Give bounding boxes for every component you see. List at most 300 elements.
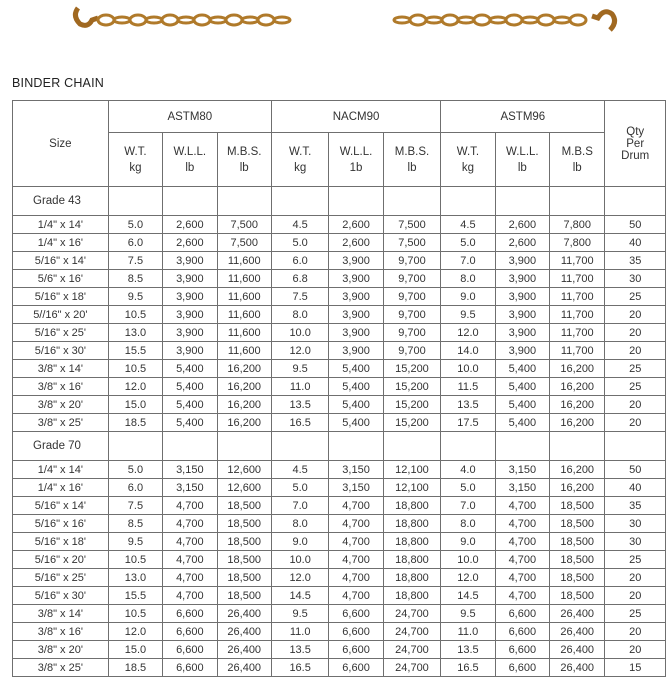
cell-astm96-wll: 5,400 — [495, 378, 549, 396]
cell-astm96-mbs: 26,400 — [550, 623, 605, 641]
subheader-wt: W.T. kg — [108, 133, 162, 187]
cell-nacm90-wll: 3,900 — [329, 342, 383, 360]
cell-size: 5/16" x 18' — [13, 533, 109, 551]
cell-astm96-wll: 3,900 — [495, 252, 549, 270]
empty-cell — [329, 432, 383, 461]
cell-nacm90-wt: 8.0 — [271, 515, 328, 533]
cell-astm96-mbs: 11,700 — [550, 324, 605, 342]
cell-astm80-wll: 3,900 — [163, 252, 217, 270]
empty-cell — [271, 432, 328, 461]
cell-qty: 50 — [605, 461, 666, 479]
cell-astm96-wll: 3,150 — [495, 479, 549, 497]
table-row — [13, 623, 666, 641]
empty-cell — [163, 187, 217, 216]
cell-nacm90-wll: 3,150 — [329, 461, 383, 479]
cell-astm96-wt: 9.0 — [441, 288, 495, 306]
cell-astm80-mbs: 7,500 — [217, 234, 271, 252]
table-row — [13, 461, 666, 479]
cell-astm80-mbs: 18,500 — [217, 497, 271, 515]
cell-nacm90-wll: 4,700 — [329, 551, 383, 569]
cell-astm96-wt: 17.5 — [441, 414, 495, 432]
cell-astm80-wll: 3,150 — [163, 479, 217, 497]
table-row — [13, 342, 666, 360]
table-row — [13, 306, 666, 324]
table-row — [13, 641, 666, 659]
cell-astm80-mbs: 16,200 — [217, 360, 271, 378]
cell-astm96-wll: 4,700 — [495, 569, 549, 587]
cell-astm80-wt: 18.5 — [108, 414, 162, 432]
subheader-mbs: M.B.S lb — [550, 133, 605, 187]
cell-qty: 20 — [605, 623, 666, 641]
cell-size: 3/8" x 14' — [13, 360, 109, 378]
cell-nacm90-wt: 8.0 — [271, 306, 328, 324]
cell-size: 1/4" x 16' — [13, 479, 109, 497]
cell-nacm90-wt: 13.5 — [271, 641, 328, 659]
cell-astm80-mbs: 16,200 — [217, 396, 271, 414]
cell-qty: 40 — [605, 479, 666, 497]
cell-size: 3/8" x 20' — [13, 641, 109, 659]
cell-nacm90-wll: 3,900 — [329, 270, 383, 288]
group-header-nacm90: NACM90 — [271, 101, 440, 133]
cell-astm96-wll: 3,900 — [495, 270, 549, 288]
empty-cell — [550, 187, 605, 216]
cell-nacm90-wll: 6,600 — [329, 605, 383, 623]
cell-astm80-mbs: 26,400 — [217, 605, 271, 623]
cell-astm96-wt: 13.5 — [441, 641, 495, 659]
cell-astm80-wll: 4,700 — [163, 551, 217, 569]
cell-astm96-wll: 2,600 — [495, 234, 549, 252]
cell-astm80-wt: 6.0 — [108, 479, 162, 497]
cell-nacm90-mbs: 12,100 — [383, 461, 440, 479]
cell-astm96-mbs: 26,400 — [550, 605, 605, 623]
cell-size: 5/16" x 14' — [13, 497, 109, 515]
cell-nacm90-wt: 6.8 — [271, 270, 328, 288]
cell-qty: 25 — [605, 288, 666, 306]
cell-qty: 50 — [605, 216, 666, 234]
cell-astm96-wll: 6,600 — [495, 641, 549, 659]
cell-astm96-mbs: 7,800 — [550, 234, 605, 252]
empty-cell — [271, 187, 328, 216]
cell-astm80-wll: 2,600 — [163, 216, 217, 234]
cell-astm80-mbs: 12,600 — [217, 461, 271, 479]
cell-qty: 20 — [605, 324, 666, 342]
cell-astm96-wt: 4.5 — [441, 216, 495, 234]
table-row — [13, 479, 666, 497]
cell-qty: 35 — [605, 497, 666, 515]
cell-astm96-wll: 3,900 — [495, 306, 549, 324]
cell-qty: 30 — [605, 515, 666, 533]
cell-nacm90-wll: 2,600 — [329, 216, 383, 234]
table-row — [13, 360, 666, 378]
cell-astm96-wll: 5,400 — [495, 396, 549, 414]
cell-astm80-mbs: 26,400 — [217, 641, 271, 659]
cell-astm80-wll: 3,900 — [163, 342, 217, 360]
cell-qty: 30 — [605, 533, 666, 551]
cell-nacm90-wll: 3,900 — [329, 288, 383, 306]
cell-astm80-wt: 12.0 — [108, 378, 162, 396]
cell-astm80-mbs: 16,200 — [217, 378, 271, 396]
cell-qty: 20 — [605, 342, 666, 360]
cell-qty: 35 — [605, 252, 666, 270]
cell-astm80-wll: 3,900 — [163, 288, 217, 306]
cell-astm96-wll: 4,700 — [495, 533, 549, 551]
page-title: BINDER CHAIN — [12, 76, 104, 90]
cell-nacm90-wt: 4.5 — [271, 216, 328, 234]
cell-astm80-mbs: 12,600 — [217, 479, 271, 497]
cell-nacm90-wll: 4,700 — [329, 533, 383, 551]
cell-astm80-wt: 10.5 — [108, 551, 162, 569]
cell-nacm90-wt: 6.0 — [271, 252, 328, 270]
cell-astm96-wll: 3,900 — [495, 342, 549, 360]
cell-astm80-wll: 3,900 — [163, 270, 217, 288]
cell-size: 5/16" x 14' — [13, 252, 109, 270]
cell-astm80-wll: 4,700 — [163, 533, 217, 551]
cell-astm96-wll: 6,600 — [495, 605, 549, 623]
empty-cell — [605, 432, 666, 461]
cell-astm96-wt: 9.5 — [441, 306, 495, 324]
table-row — [13, 515, 666, 533]
cell-astm96-mbs: 7,800 — [550, 216, 605, 234]
group-header-astm96: ASTM96 — [441, 101, 605, 133]
table-row — [13, 605, 666, 623]
cell-astm96-wt: 8.0 — [441, 515, 495, 533]
empty-cell — [441, 187, 495, 216]
cell-astm80-mbs: 16,200 — [217, 414, 271, 432]
chain-with-hook-image-left — [72, 2, 302, 34]
cell-nacm90-mbs: 18,800 — [383, 515, 440, 533]
cell-astm96-mbs: 11,700 — [550, 342, 605, 360]
cell-astm80-mbs: 11,600 — [217, 270, 271, 288]
cell-astm96-wt: 14.0 — [441, 342, 495, 360]
cell-astm80-mbs: 11,600 — [217, 342, 271, 360]
cell-astm96-mbs: 11,700 — [550, 252, 605, 270]
cell-astm96-wt: 16.5 — [441, 659, 495, 677]
cell-astm80-wt: 9.5 — [108, 533, 162, 551]
table-row — [13, 497, 666, 515]
cell-astm80-wt: 7.5 — [108, 252, 162, 270]
cell-astm96-mbs: 16,200 — [550, 378, 605, 396]
cell-nacm90-mbs: 15,200 — [383, 360, 440, 378]
cell-astm96-mbs: 11,700 — [550, 306, 605, 324]
cell-nacm90-mbs: 15,200 — [383, 414, 440, 432]
cell-nacm90-wll: 3,900 — [329, 306, 383, 324]
table-row — [13, 659, 666, 677]
cell-qty: 25 — [605, 551, 666, 569]
cell-astm96-wt: 14.5 — [441, 587, 495, 605]
cell-size: 1/4" x 14' — [13, 461, 109, 479]
cell-nacm90-mbs: 9,700 — [383, 270, 440, 288]
cell-nacm90-mbs: 18,800 — [383, 497, 440, 515]
empty-cell — [108, 187, 162, 216]
binder-chain-spec-table — [12, 100, 666, 677]
qty-per-drum-header: Qty Per Drum — [605, 101, 666, 187]
table-row — [13, 216, 666, 234]
cell-qty: 20 — [605, 569, 666, 587]
cell-astm80-wt: 5.0 — [108, 216, 162, 234]
cell-size: 5/16" x 30' — [13, 342, 109, 360]
cell-nacm90-wll: 4,700 — [329, 587, 383, 605]
empty-cell — [329, 187, 383, 216]
cell-astm80-wt: 12.0 — [108, 623, 162, 641]
cell-size: 5/16" x 18' — [13, 288, 109, 306]
cell-astm96-wt: 10.0 — [441, 551, 495, 569]
cell-size: 3/8" x 16' — [13, 623, 109, 641]
cell-size: 5//16" x 20' — [13, 306, 109, 324]
cell-qty: 25 — [605, 605, 666, 623]
cell-astm80-wt: 10.5 — [108, 306, 162, 324]
cell-nacm90-wll: 3,900 — [329, 252, 383, 270]
cell-astm96-wll: 2,600 — [495, 216, 549, 234]
size-header: Size — [13, 101, 109, 187]
cell-nacm90-wt: 10.0 — [271, 324, 328, 342]
cell-size: 1/4" x 16' — [13, 234, 109, 252]
table-row — [13, 587, 666, 605]
cell-nacm90-wt: 9.0 — [271, 533, 328, 551]
cell-astm96-wll: 4,700 — [495, 515, 549, 533]
subheader-wll: W.L.L. lb — [495, 133, 549, 187]
cell-astm96-wt: 7.0 — [441, 497, 495, 515]
cell-astm96-mbs: 18,500 — [550, 497, 605, 515]
cell-astm80-mbs: 11,600 — [217, 324, 271, 342]
cell-nacm90-mbs: 7,500 — [383, 216, 440, 234]
cell-nacm90-wt: 9.5 — [271, 360, 328, 378]
cell-astm96-wt: 8.0 — [441, 270, 495, 288]
table-row — [13, 378, 666, 396]
subheader-wt: W.T. kg — [441, 133, 495, 187]
cell-astm80-mbs: 11,600 — [217, 306, 271, 324]
empty-cell — [217, 187, 271, 216]
cell-astm80-wt: 10.5 — [108, 360, 162, 378]
chain-with-hook-image-right — [388, 2, 618, 34]
cell-nacm90-wt: 11.0 — [271, 623, 328, 641]
empty-cell — [108, 432, 162, 461]
cell-nacm90-wll: 4,700 — [329, 515, 383, 533]
cell-astm80-wt: 8.5 — [108, 270, 162, 288]
cell-astm80-mbs: 18,500 — [217, 587, 271, 605]
cell-nacm90-wt: 9.5 — [271, 605, 328, 623]
cell-nacm90-wt: 4.5 — [271, 461, 328, 479]
cell-astm96-wll: 3,150 — [495, 461, 549, 479]
table-row — [13, 414, 666, 432]
table-row — [13, 270, 666, 288]
cell-astm80-wt: 15.5 — [108, 342, 162, 360]
cell-nacm90-mbs: 9,700 — [383, 306, 440, 324]
cell-astm96-wt: 11.0 — [441, 623, 495, 641]
table-row — [13, 551, 666, 569]
cell-astm96-wt: 12.0 — [441, 569, 495, 587]
cell-astm80-wll: 5,400 — [163, 360, 217, 378]
table-row — [13, 569, 666, 587]
cell-nacm90-wt: 13.5 — [271, 396, 328, 414]
table-row — [13, 324, 666, 342]
cell-nacm90-wll: 5,400 — [329, 360, 383, 378]
cell-astm80-wll: 4,700 — [163, 569, 217, 587]
cell-qty: 25 — [605, 360, 666, 378]
subheader-mbs: M.B.S. lb — [383, 133, 440, 187]
cell-nacm90-wll: 2,600 — [329, 234, 383, 252]
cell-nacm90-wll: 4,700 — [329, 497, 383, 515]
cell-astm80-mbs: 18,500 — [217, 533, 271, 551]
grade-label: Grade 43 — [13, 187, 109, 216]
cell-size: 5/16" x 25' — [13, 324, 109, 342]
cell-size: 3/8" x 16' — [13, 378, 109, 396]
cell-nacm90-wt: 5.0 — [271, 479, 328, 497]
empty-cell — [605, 187, 666, 216]
grade-row — [13, 187, 666, 216]
cell-nacm90-mbs: 24,700 — [383, 659, 440, 677]
cell-nacm90-wll: 4,700 — [329, 569, 383, 587]
table-row — [13, 533, 666, 551]
cell-qty: 20 — [605, 414, 666, 432]
cell-nacm90-wll: 5,400 — [329, 396, 383, 414]
cell-astm96-wt: 12.0 — [441, 324, 495, 342]
cell-nacm90-mbs: 9,700 — [383, 342, 440, 360]
cell-astm80-wll: 6,600 — [163, 605, 217, 623]
cell-nacm90-wt: 7.0 — [271, 497, 328, 515]
cell-nacm90-mbs: 18,800 — [383, 533, 440, 551]
table-row — [13, 288, 666, 306]
cell-astm96-wt: 7.0 — [441, 252, 495, 270]
cell-astm96-wll: 6,600 — [495, 623, 549, 641]
cell-nacm90-wt: 16.5 — [271, 659, 328, 677]
cell-astm96-wll: 5,400 — [495, 414, 549, 432]
cell-astm96-mbs: 18,500 — [550, 587, 605, 605]
cell-astm80-wll: 6,600 — [163, 659, 217, 677]
cell-astm80-wt: 13.0 — [108, 569, 162, 587]
cell-astm96-wt: 13.5 — [441, 396, 495, 414]
cell-nacm90-mbs: 18,800 — [383, 569, 440, 587]
cell-size: 5/16" x 20' — [13, 551, 109, 569]
empty-cell — [383, 187, 440, 216]
cell-qty: 25 — [605, 378, 666, 396]
empty-cell — [495, 187, 549, 216]
cell-astm96-mbs: 11,700 — [550, 288, 605, 306]
cell-astm80-wll: 3,900 — [163, 324, 217, 342]
cell-astm80-wll: 2,600 — [163, 234, 217, 252]
cell-nacm90-mbs: 9,700 — [383, 324, 440, 342]
cell-qty: 15 — [605, 659, 666, 677]
cell-astm80-wll: 5,400 — [163, 414, 217, 432]
cell-astm80-mbs: 26,400 — [217, 659, 271, 677]
cell-astm80-wt: 9.5 — [108, 288, 162, 306]
grade-label: Grade 70 — [13, 432, 109, 461]
empty-cell — [550, 432, 605, 461]
cell-astm96-wt: 4.0 — [441, 461, 495, 479]
cell-astm96-mbs: 18,500 — [550, 533, 605, 551]
cell-nacm90-wt: 14.5 — [271, 587, 328, 605]
cell-nacm90-wt: 12.0 — [271, 569, 328, 587]
subheader-wt: W.T. kg — [271, 133, 328, 187]
cell-nacm90-wll: 6,600 — [329, 641, 383, 659]
cell-astm80-wll: 3,150 — [163, 461, 217, 479]
cell-astm96-wt: 9.0 — [441, 533, 495, 551]
cell-astm80-mbs: 18,500 — [217, 569, 271, 587]
cell-size: 3/8" x 14' — [13, 605, 109, 623]
cell-astm80-wt: 15.0 — [108, 396, 162, 414]
cell-astm96-mbs: 16,200 — [550, 479, 605, 497]
cell-astm96-mbs: 11,700 — [550, 270, 605, 288]
cell-astm80-wll: 6,600 — [163, 623, 217, 641]
cell-astm96-mbs: 16,200 — [550, 461, 605, 479]
table-row — [13, 252, 666, 270]
cell-astm96-wll: 3,900 — [495, 324, 549, 342]
cell-astm96-mbs: 26,400 — [550, 659, 605, 677]
cell-astm80-wll: 6,600 — [163, 641, 217, 659]
cell-astm96-wt: 5.0 — [441, 234, 495, 252]
cell-astm80-wt: 13.0 — [108, 324, 162, 342]
cell-nacm90-mbs: 15,200 — [383, 396, 440, 414]
cell-astm96-wll: 3,900 — [495, 288, 549, 306]
cell-astm80-wll: 3,900 — [163, 306, 217, 324]
cell-nacm90-mbs: 7,500 — [383, 234, 440, 252]
cell-astm80-wt: 5.0 — [108, 461, 162, 479]
cell-qty: 20 — [605, 641, 666, 659]
cell-nacm90-mbs: 24,700 — [383, 641, 440, 659]
cell-size: 5/16" x 16' — [13, 515, 109, 533]
grade-row — [13, 432, 666, 461]
cell-astm96-wt: 10.0 — [441, 360, 495, 378]
cell-astm96-wt: 11.5 — [441, 378, 495, 396]
empty-cell — [441, 432, 495, 461]
table-row — [13, 234, 666, 252]
cell-qty: 20 — [605, 306, 666, 324]
cell-astm96-mbs: 18,500 — [550, 515, 605, 533]
subheader-wll: W.L.L. lb — [163, 133, 217, 187]
group-header-astm80: ASTM80 — [108, 101, 271, 133]
cell-astm96-wt: 9.5 — [441, 605, 495, 623]
cell-nacm90-wll: 5,400 — [329, 414, 383, 432]
cell-size: 5/6" x 16' — [13, 270, 109, 288]
cell-nacm90-mbs: 9,700 — [383, 288, 440, 306]
cell-astm80-wt: 8.5 — [108, 515, 162, 533]
cell-astm96-wll: 4,700 — [495, 587, 549, 605]
cell-astm96-wt: 5.0 — [441, 479, 495, 497]
cell-nacm90-mbs: 24,700 — [383, 605, 440, 623]
subheader-mbs: M.B.S. lb — [217, 133, 271, 187]
empty-cell — [163, 432, 217, 461]
table-row — [13, 396, 666, 414]
cell-astm80-wll: 4,700 — [163, 515, 217, 533]
cell-nacm90-wt: 10.0 — [271, 551, 328, 569]
cell-nacm90-wll: 3,150 — [329, 479, 383, 497]
cell-nacm90-wll: 6,600 — [329, 659, 383, 677]
cell-astm96-mbs: 26,400 — [550, 641, 605, 659]
cell-astm80-mbs: 11,600 — [217, 288, 271, 306]
cell-astm96-mbs: 16,200 — [550, 396, 605, 414]
cell-astm80-wt: 15.0 — [108, 641, 162, 659]
cell-nacm90-wt: 11.0 — [271, 378, 328, 396]
cell-astm80-wt: 6.0 — [108, 234, 162, 252]
cell-astm96-mbs: 18,500 — [550, 551, 605, 569]
cell-nacm90-wt: 16.5 — [271, 414, 328, 432]
cell-astm96-wll: 4,700 — [495, 497, 549, 515]
cell-size: 3/8" x 25' — [13, 414, 109, 432]
cell-size: 1/4" x 14' — [13, 216, 109, 234]
cell-size: 5/16" x 25' — [13, 569, 109, 587]
empty-cell — [383, 432, 440, 461]
cell-size: 3/8" x 20' — [13, 396, 109, 414]
cell-nacm90-wt: 5.0 — [271, 234, 328, 252]
cell-astm96-wll: 4,700 — [495, 551, 549, 569]
cell-nacm90-mbs: 9,700 — [383, 252, 440, 270]
cell-astm80-mbs: 7,500 — [217, 216, 271, 234]
cell-astm96-mbs: 18,500 — [550, 569, 605, 587]
cell-astm80-wll: 5,400 — [163, 396, 217, 414]
cell-nacm90-wll: 3,900 — [329, 324, 383, 342]
cell-astm96-wll: 6,600 — [495, 659, 549, 677]
cell-nacm90-mbs: 12,100 — [383, 479, 440, 497]
empty-cell — [495, 432, 549, 461]
